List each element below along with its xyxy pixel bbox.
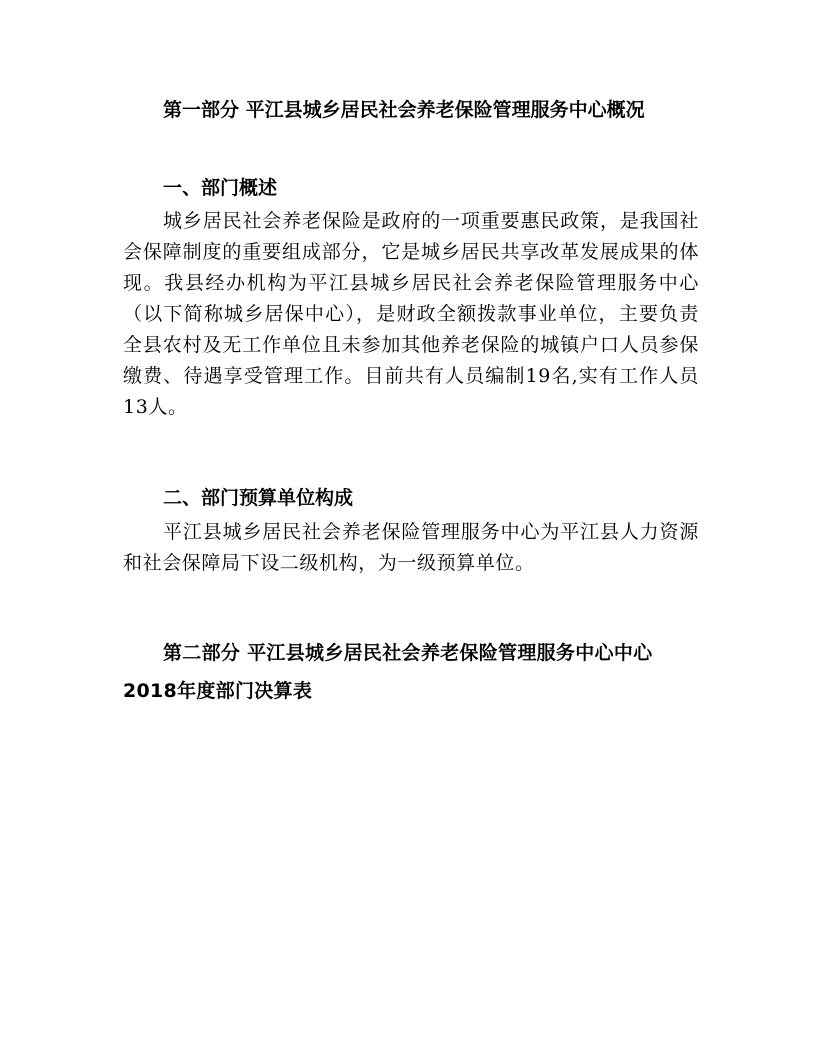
section1-paragraph: 城乡居民社会养老保险是政府的一项重要惠民政策，是我国社会保障制度的重要组成部分，它是城乡居民共享改革发展成果的体现。我县经办机构为平江县城乡居民社会养老保险管理服务中心（以下简称城乡居保中心），是财政全额拨款事业单位，主要负责全县农村及无工作单位且未参加其他养老保险的城镇户口人员参保缴费、待遇享受管理工作。目前共有人员编制19名,实有工作人员13人。 <box>123 210 699 418</box>
part2-title: 第二部分 平江县城乡居民社会养老保险管理服务中心中心2018年度部门决算表 <box>123 642 653 702</box>
part1-title: 第一部分 平江县城乡居民社会养老保险管理服务中心概况 <box>163 99 645 121</box>
section2-heading: 二、部门预算单位构成 <box>163 487 354 509</box>
section2-paragraph: 平江县城乡居民社会养老保险管理服务中心为平江县人力资源和社会保障局下设二级机构，为一级预算单位。 <box>123 521 699 574</box>
section1-heading: 一、部门概述 <box>163 177 278 199</box>
